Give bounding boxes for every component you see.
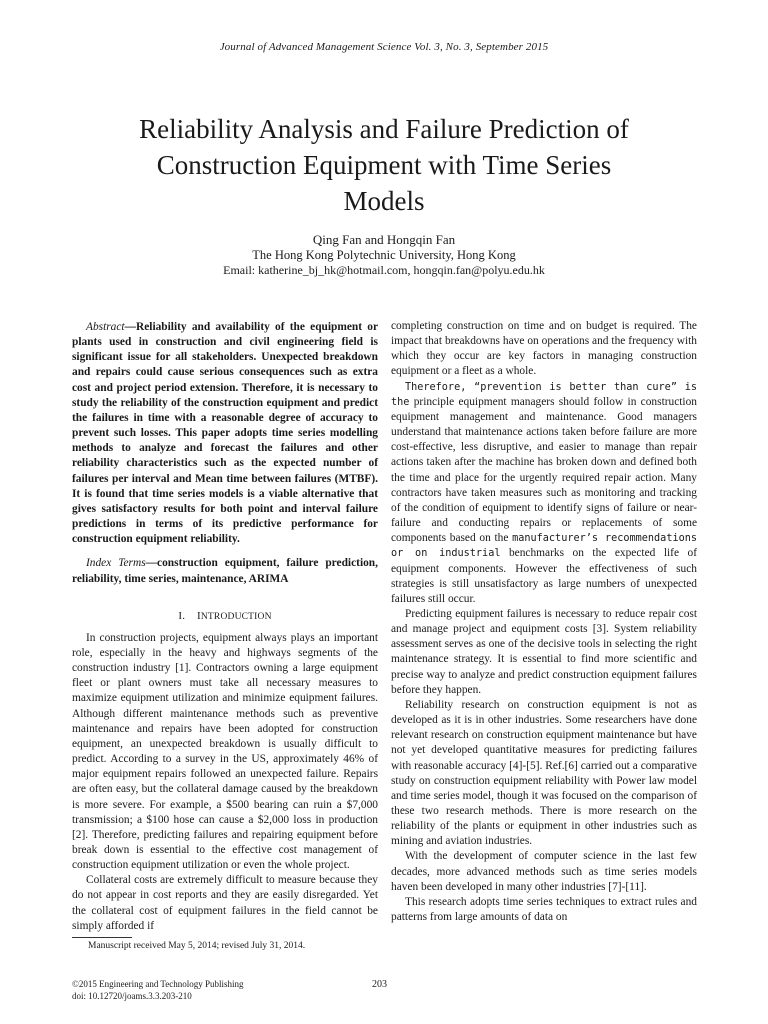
typewriter-text: Therefore, “prevention is better than cure” is the [391,381,697,408]
section-number: I. [178,609,186,622]
index-terms-label: Index Terms [86,557,146,570]
author-email: Email: katherine_bj_hk@hotmail.com, hongqin.fan@polyu.edu.hk [223,263,545,277]
body-paragraph: This research adopts time series techniques to extract rules and patterns from large amounts of data on [391,895,697,924]
body-paragraph: completing construction on time and on budget is required. The impact that breakdowns have on operations and the frequency with which they occur are key factors in managing construction equipment or a fleet as a whole. [391,320,697,378]
paragraph-text: benchmarks on the expected life of equipment components. However the effectiveness of such strategies is still unsatisfactory as large numbers of unexpected failures still occur. [391,547,697,605]
abstract-text: —Reliability and availability of the equipment or plants used in construction and civil engineering field is significant issue for all stakeholders. Unexpected breakdown and repairs could cause serious consequences such as extra cost and project period extension. Therefore, it is necessary to study the reliability of the construction equipment and predict the failures in time with a reasonable degree of accuracy to prevent such losses. This paper adopts time series modelling methods to analyze and forecast the failures and other reliability characteristics such as the expected number of failures per interval and Mean time between failures (MTBF). It is found that time series models is a viable alternative that gives satisfactory results for both point and interval failure predictions in terms of its predictive performance for construction equipment reliability. [72,321,378,546]
body-paragraph: In construction projects, equipment always plays an important role, especially in the heavy and highways segments of the construction industry [1]. Contractors owning a large equipment fleet or plant owners must take all necessary measures to maximize equipment utilization and minimize equipment failures. Although different maintenance methods such as preventive maintenance and repairs have been adopted for construction equipment, an unexpected breakdown is usually difficult to predict. According to a survey in the US, approximately 46% of major equipment repairs followed an unexpected failure. Repairs are often easy, but the collateral damage caused by the breakdown is more severe. For example, a $500 bearing can ruin a $7,000 transmission; a $100 hose can cause a $2,000 loss in production [2]. Therefore, predicting failures and repairing equipment before break down is essential to the effective cost management of construction equipment utilization or even the whole project. [72,631,378,872]
title-line: Construction Equipment with Time Series [156,150,612,180]
body-paragraph [391,380,697,607]
right-column [391,319,697,925]
page-number: 203 [372,979,387,990]
left-column [72,320,378,934]
body-paragraph: Collateral costs are extremely difficult to measure because they do not appear in cost reports and they are easily disregarded. Yet the collateral cost of equipment failures in the field cannot be simply afforded if [72,874,378,932]
footnote: Manuscript received May 5, 2014; revised July 31, 2014. [88,941,306,951]
body-paragraph: Reliability research on construction equipment is not as developed as it is in other industries. Some researchers have done relevant research on construction equipment maintenance but have not yet developed quantitative measures for predicting failures with reasonable accuracy [4]-[5]. Ref.[6] carried out a comparative study on construction equipment reliability with Power law model and time series model, though it was focused on the comparison of these two research methods. There is more research on the reliability of the plants or equipment in other industries such as mining and aviation industries. [391,698,697,848]
typewriter-text: manufacturer’s recommendations or on industrial [391,533,697,560]
section-title-first: I [196,609,201,622]
index-terms [72,556,378,586]
paragraph-text: principle equipment managers should follow in construction equipment management and maintenance. Good managers understand that maintenance actions taken before failure are more cost-effective, less disruptive, and easier to manage than repair actions taken after the machine has broken down and defined both the time and place for the urgently required repair action. Many contractors have taken measures such as monitoring and tracking of the condition of equipment to identify signs of failure or near-failure and conducting repairs or replacements of some components based on the [391,395,697,545]
section-heading-introduction [72,609,378,625]
body-paragraph: With the development of computer science in the last few decades, more advanced methods such as time series models haven been developed in many other industries [7]-[11]. [391,850,697,893]
paper-title [84,111,684,219]
journal-header: Journal of Advanced Management Science Vol. 3, No. 3, September 2015 [219,41,549,53]
body-paragraph: Predicting equipment failures is necessary to reduce repair cost and manage project and equipment costs [3]. System reliability assessment serves as one of the decisive tools in selecting the right maintenance strategy. It is essential to find more scientific and precise way to analyze and predict construction equipment failures before they happen. [391,607,697,696]
abstract-label: Abstract [86,321,125,333]
abstract [72,320,378,547]
title-line: Reliability Analysis and Failure Prediction of [139,114,629,144]
index-terms-text: —construction equipment, failure prediction, reliability, time series, maintenance, ARIMA [72,557,378,585]
doi-text: doi: 10.12720/joams.3.3.203-210 [72,990,192,1001]
title-line: Models [343,186,425,216]
authors: Qing Fan and Hongqin Fan [312,232,456,247]
section-title-rest: NTRODUCTION [200,611,272,622]
copyright-text: ©2015 Engineering and Technology Publishing [72,979,244,989]
footnote-divider [72,937,132,938]
copyright-block [72,979,244,1002]
affiliation: The Hong Kong Polytechnic University, Hong Kong [252,248,516,262]
